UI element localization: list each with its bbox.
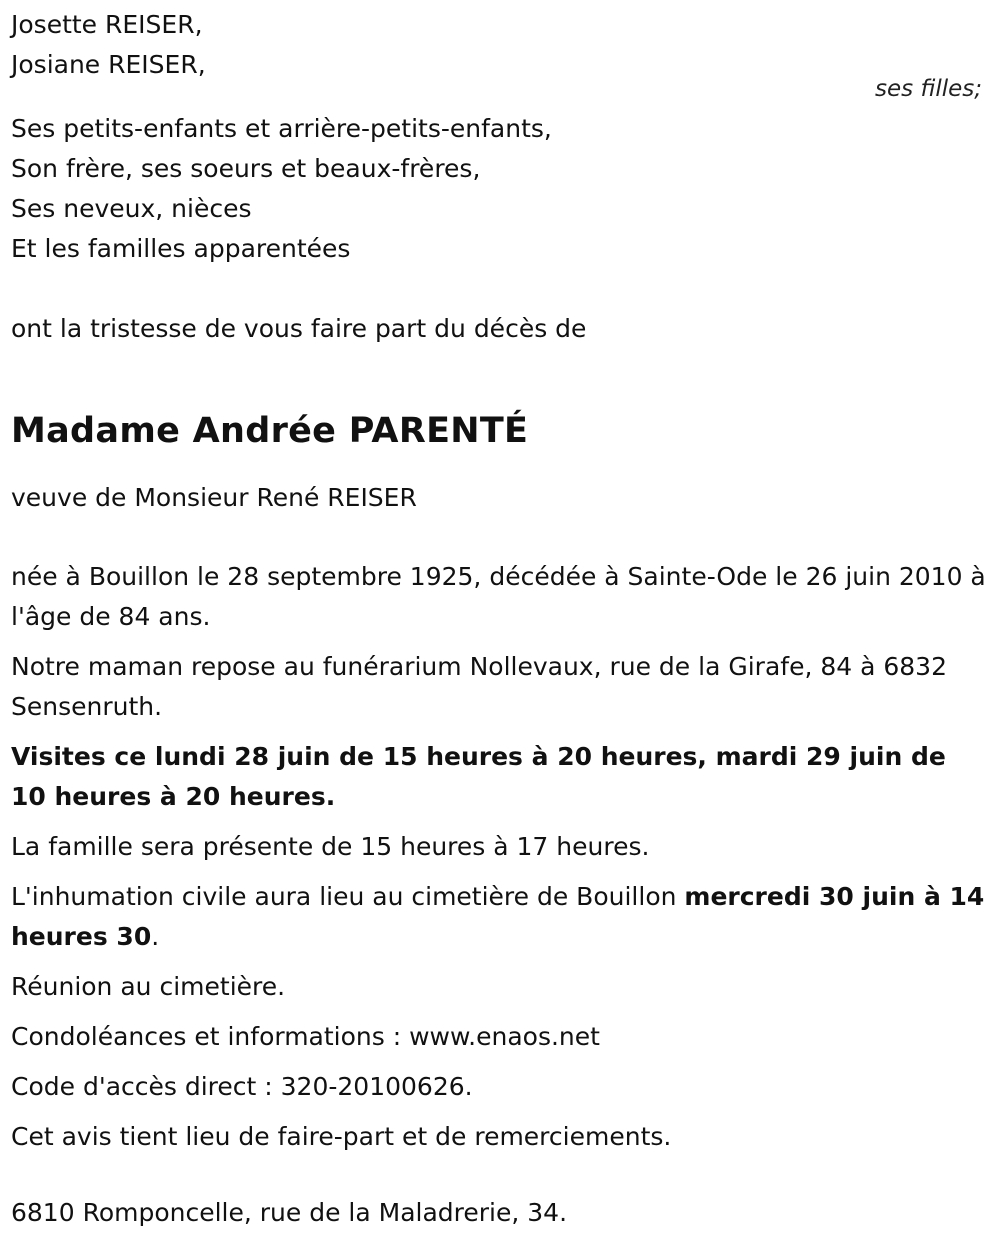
access-code-paragraph: Code d'accès direct : 320-20100626. [11, 1072, 473, 1101]
daughter-name: Josette REISER, [11, 10, 203, 39]
announcement-intro: ont la tristesse de vous faire part du décès de [11, 314, 587, 343]
family-line: Ses petits-enfants et arrière-petits-enfants, [11, 114, 552, 143]
meeting-paragraph: Réunion au cimetière. [11, 972, 286, 1001]
family-line: Ses neveux, nièces [11, 194, 252, 223]
widow-of-line: veuve de Monsieur René REISER [11, 483, 417, 512]
family-presence-paragraph: La famille sera présente de 15 heures à 17 heures. [11, 832, 650, 861]
daughters-role-label: ses filles; [875, 76, 982, 102]
family-address: 6810 Romponcelle, rue de la Maladrerie, 34. [11, 1198, 568, 1227]
burial-date-time: mercredi 30 juin à 14 heures 30 [11, 882, 985, 951]
condolences-paragraph: Condoléances et informations : www.enaos.net [11, 1022, 600, 1051]
birth-death-paragraph: née à Bouillon le 28 septembre 1925, décédée à Sainte-Ode le 26 juin 2010 à l'âge de 84 ans. [11, 562, 986, 631]
visits-paragraph: Visites ce lundi 28 juin de 15 heures à 20 heures, mardi 29 juin de 10 heures à 20 heures. [11, 742, 946, 811]
daughters-list [11, 5, 206, 85]
notice-paragraph: Cet avis tient lieu de faire-part et de remerciements. [11, 1122, 672, 1151]
deceased-name: Madame Andrée PARENTÉ [11, 411, 529, 452]
burial-prefix: L'inhumation civile aura lieu au cimetière de Bouillon [11, 882, 685, 911]
daughter-name: Josiane REISER, [11, 50, 206, 79]
details-section [11, 557, 986, 1167]
family-line: Et les familles apparentées [11, 234, 351, 263]
family-list [11, 109, 552, 269]
burial-suffix: . [151, 922, 160, 951]
rest-place-paragraph: Notre maman repose au funérarium Nollevaux, rue de la Girafe, 84 à 6832 Sensenruth. [11, 652, 947, 721]
family-line: Son frère, ses soeurs et beaux-frères, [11, 154, 481, 183]
burial-paragraph [11, 877, 986, 957]
